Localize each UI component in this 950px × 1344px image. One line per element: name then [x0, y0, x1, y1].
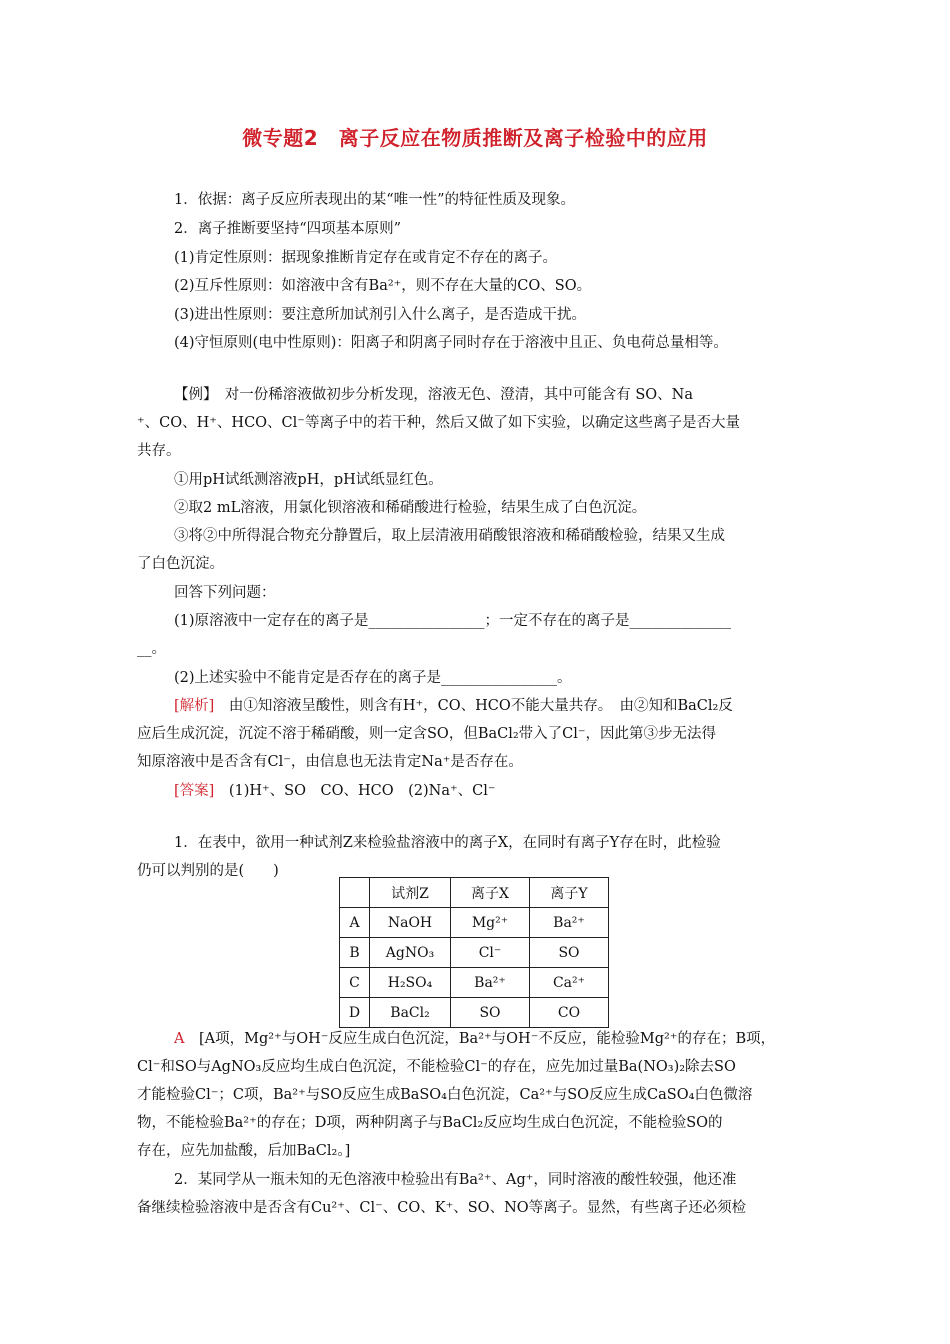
table-row: [340, 938, 609, 968]
table-row: [340, 968, 609, 998]
table-cell: Ba²⁺: [530, 908, 609, 938]
intro-line: (1)肯定性原则：据现象推断肯定存在或肯定不存在的离子。: [174, 250, 558, 266]
intro-line: (3)进出性原则：要注意所加试剂引入什么离子，是否造成干扰。: [174, 307, 587, 323]
example-line: 了白色沉淀。: [137, 556, 224, 572]
table-cell: Ca²⁺: [530, 968, 609, 998]
analysis-tag: [解析]: [174, 698, 215, 714]
example-line: ①用pH试纸测溶液pH，pH试纸显红色。: [174, 472, 443, 488]
answer-tag: [答案]: [174, 783, 215, 799]
question1-explanation-first: [174, 1029, 817, 1049]
analysis-first-line: [174, 696, 817, 716]
intro-line: (2)互斥性原则：如溶液中含有Ba²⁺，则不存在大量的CO、SO。: [174, 278, 592, 294]
question2-line: 备继续检验溶液中是否含有Cu²⁺、Cl⁻、CO、K⁺、SO、NO等离子。显然，有些离子还必须检: [137, 1200, 747, 1216]
explanation-line: 物，不能检验Ba²⁺的存在；D项，两种阴离子与BaCl₂反应均生成白色沉淀，不能检验SO的: [137, 1115, 723, 1131]
answer-text: (1)H⁺、SO CO、HCO (2)Na⁺、Cl⁻: [228, 783, 496, 799]
example-line: 回答下列问题：: [174, 585, 276, 601]
example-question-line: (1)原溶液中一定存在的离子是________________；一定不存在的离子是______________: [174, 613, 732, 629]
explanation-line: Cl⁻和SO与AgNO₃反应均生成白色沉淀，不能检验Cl⁻的存在，应先加过量Ba(NO₃)₂除去SO: [137, 1059, 736, 1075]
answer-line: [174, 781, 817, 801]
question1-line: 仍可以判别的是( ): [137, 863, 279, 879]
intro-line: (4)守恒原则(电中性原则)：阳离子和阴离子同时存在于溶液中且正、负电荷总量相等。: [174, 335, 728, 351]
example-first-line: [174, 385, 817, 405]
table-cell: SO: [451, 998, 530, 1028]
explanation-line: [A项，Mg²⁺与OH⁻反应生成白色沉淀，Ba²⁺与OH⁻不反应，能检验Mg²⁺的存在；B项，: [198, 1031, 776, 1047]
question1-line: 1．在表中，欲用一种试剂Z来检验盐溶液中的离子X，在同时有离子Y存在时，此检验: [174, 835, 721, 851]
table-header-row: [340, 878, 609, 908]
example-line: 对一份稀溶液做初步分析发现，溶液无色、澄清，其中可能含有 SO、Na: [224, 387, 694, 403]
intro-line: 2．离子推断要坚持“四项基本原则”: [174, 221, 402, 237]
example-line: 共存。: [137, 443, 181, 459]
analysis-line: 知原溶液中是否含有Cl⁻，由信息也无法肯定Na⁺是否存在。: [137, 754, 523, 770]
analysis-line: 应后生成沉淀，沉淀不溶于稀硝酸，则一定含SO，但BaCl₂带入了Cl⁻，因此第③步无法得: [137, 726, 717, 742]
table-cell: AgNO₃: [370, 938, 451, 968]
explanation-line: 存在，应先加盐酸，后加BaCl₂。]: [137, 1143, 351, 1159]
intro-line: 1．依据：离子反应所表现出的某“唯一性”的特征性质及现象。: [174, 192, 576, 208]
table-row: [340, 998, 609, 1028]
reagent-table: [339, 877, 609, 1028]
table-cell: B: [340, 938, 370, 968]
table-cell: CO: [530, 998, 609, 1028]
table-header-cell: 试剂Z: [370, 878, 451, 908]
question1-answer-letter: A: [174, 1031, 185, 1047]
table-cell: SO: [530, 938, 609, 968]
table-cell: A: [340, 908, 370, 938]
table-cell: H₂SO₄: [370, 968, 451, 998]
table-cell: C: [340, 968, 370, 998]
table-header-cell: 离子Y: [530, 878, 609, 908]
table-cell: Cl⁻: [451, 938, 530, 968]
example-line: ⁺、CO、H⁺、HCO、Cl⁻等离子中的若干种，然后又做了如下实验，以确定这些离子是否大量: [137, 415, 740, 431]
table-cell: D: [340, 998, 370, 1028]
example-question-line: __。: [137, 641, 166, 657]
table-cell: Ba²⁺: [451, 968, 530, 998]
table-cell: BaCl₂: [370, 998, 451, 1028]
explanation-line: 才能检验Cl⁻；C项，Ba²⁺与SO反应生成BaSO₄白色沉淀，Ca²⁺与SO反应生成CaSO₄白色微溶: [137, 1087, 753, 1103]
table-cell: NaOH: [370, 908, 451, 938]
table-row: [340, 908, 609, 938]
example-question-line: (2)上述实验中不能肯定是否存在的离子是________________。: [174, 670, 572, 686]
table-cell: Mg²⁺: [451, 908, 530, 938]
table-header-cell: 离子X: [451, 878, 530, 908]
example-line: ③将②中所得混合物充分静置后，取上层清液用硝酸银溶液和稀硝酸检验，结果又生成: [174, 528, 725, 544]
example-line: ②取2 mL溶液，用氯化钡溶液和稀硝酸进行检验，结果生成了白色沉淀。: [174, 500, 647, 516]
example-tag: 【例】: [174, 387, 211, 403]
page-title: 微专题2 离子反应在物质推断及离子检验中的应用: [242, 126, 708, 150]
table-header-cell: [340, 878, 370, 908]
analysis-line: 由①知溶液呈酸性，则含有H⁺，CO、HCO不能大量共存。 由②知和BaCl₂反: [228, 698, 733, 714]
question2-line: 2．某同学从一瓶未知的无色溶液中检验出有Ba²⁺、Ag⁺，同时溶液的酸性较强，他还准: [174, 1172, 737, 1188]
